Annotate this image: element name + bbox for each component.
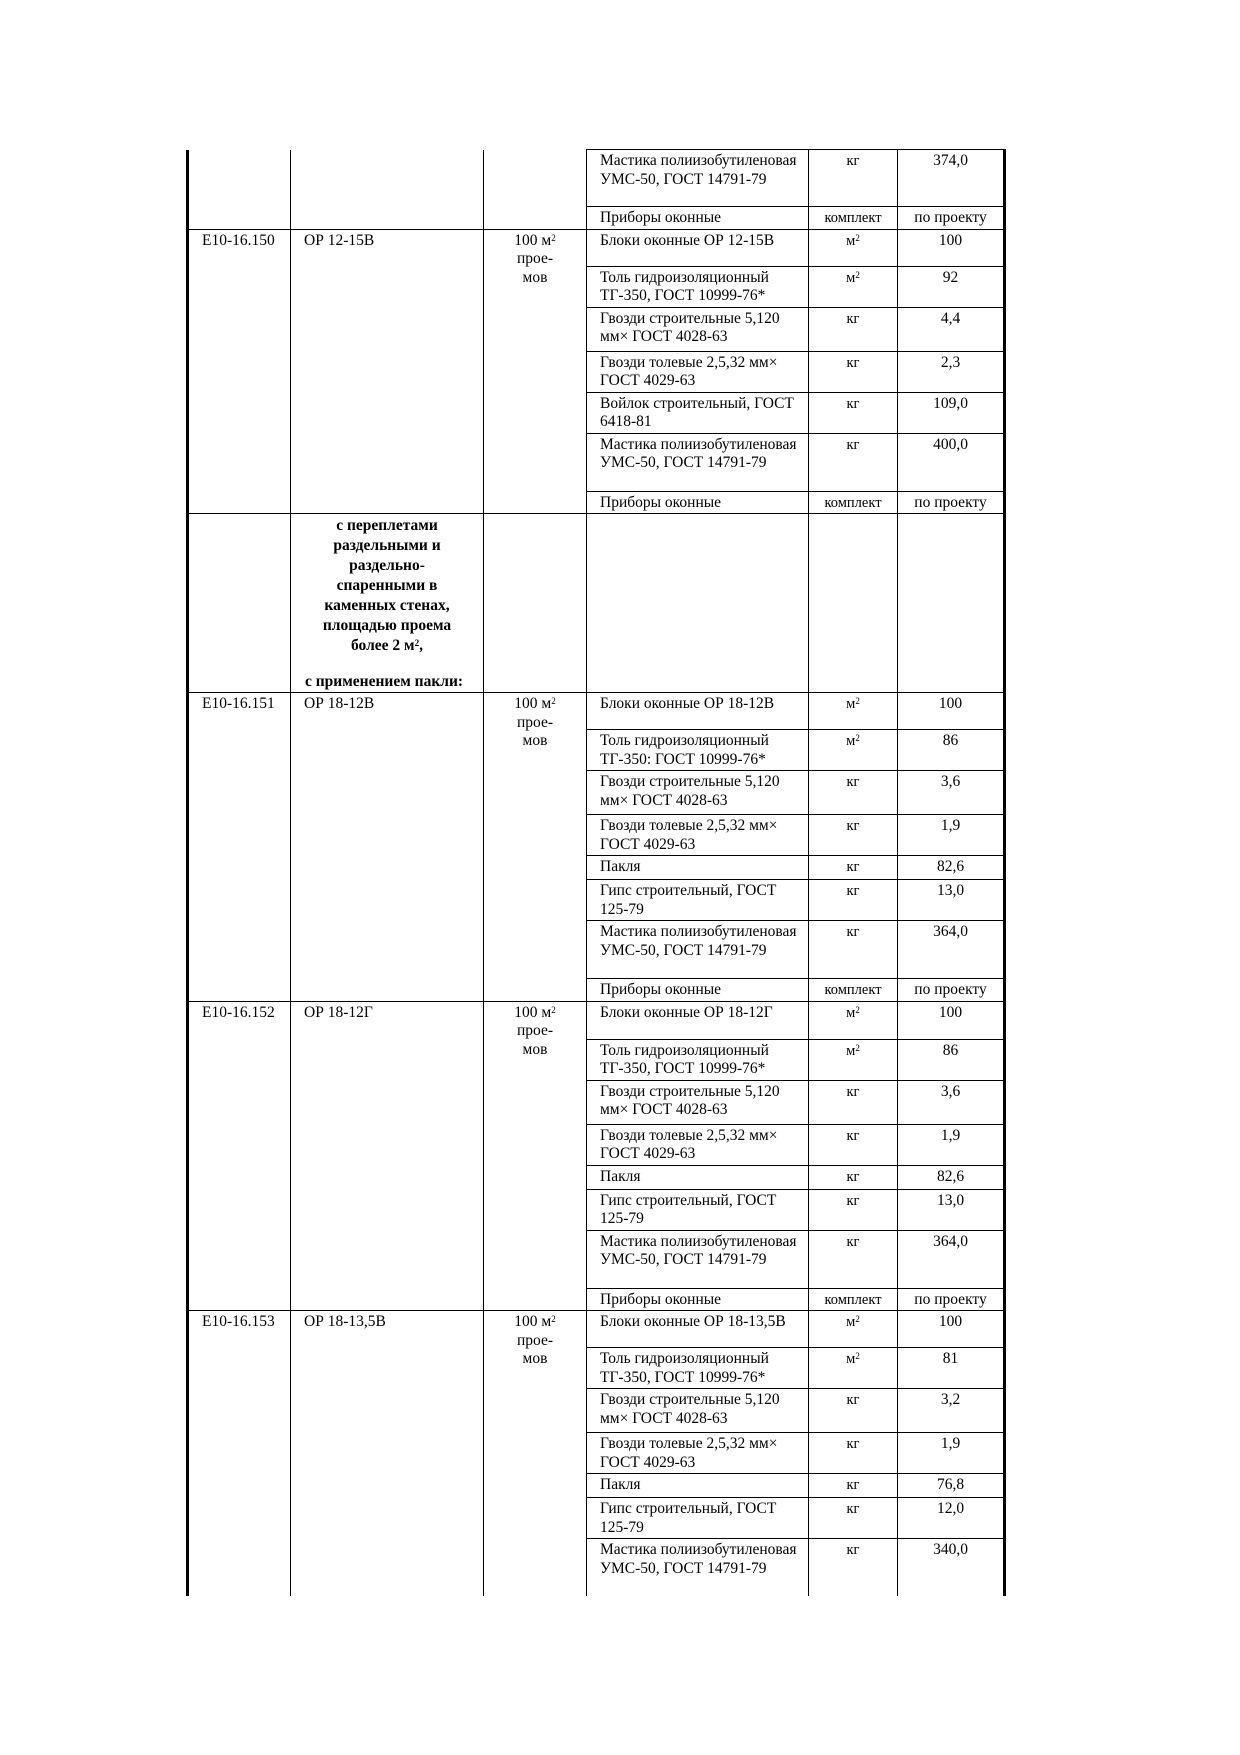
material-name: Гвозди строительные 5,120 мм× ГОСТ 4028-63 — [587, 771, 809, 815]
material-name: Гвозди толевые 2,5,32 мм× ГОСТ 4029-63 — [587, 351, 809, 392]
measure-line: мов — [522, 268, 548, 286]
material-quantity: 13,0 — [898, 880, 1005, 921]
material-quantity: 400,0 — [898, 433, 1005, 491]
material-name: Гвозди строительные 5,120 мм× ГОСТ 4028-63 — [587, 1080, 809, 1124]
material-unit: кг — [809, 1124, 898, 1165]
material-quantity: по проекту — [898, 979, 1005, 1002]
material-quantity: 1,9 — [898, 1433, 1005, 1474]
empty-cell — [809, 514, 898, 693]
material-name: Гипс строительный, ГОСТ 125-79 — [587, 1498, 809, 1539]
material-quantity: 364,0 — [898, 1230, 1005, 1288]
material-quantity: по проекту — [898, 207, 1005, 230]
material-quantity: по проекту — [898, 1288, 1005, 1311]
material-quantity: 12,0 — [898, 1498, 1005, 1539]
material-name: Войлок строительный, ГОСТ 6418-81 — [587, 392, 809, 433]
norm-code — [188, 150, 291, 230]
material-name: Блоки оконные ОР 18-13,5В — [587, 1311, 809, 1348]
measure-line: 100 $м^2$ — [514, 1313, 556, 1330]
material-unit: кг — [809, 392, 898, 433]
norms-table — [186, 149, 1006, 1596]
material-unit: кг — [809, 880, 898, 921]
measure-line: мов — [522, 1350, 548, 1367]
material-quantity: 364,0 — [898, 921, 1005, 979]
material-unit: $м^2$ — [809, 693, 898, 730]
material-name: Приборы оконные — [587, 207, 809, 230]
material-quantity: 3,6 — [898, 1080, 1005, 1124]
section-heading — [291, 514, 484, 693]
material-name: Пакля — [587, 856, 809, 880]
material-quantity: 82,6 — [898, 856, 1005, 880]
empty-cell — [587, 514, 809, 693]
empty-cell — [484, 514, 587, 693]
measure-unit — [484, 1001, 587, 1311]
material-unit: кг — [809, 1498, 898, 1539]
material-name: Мастика полиизобутиленовая УМС-50, ГОСТ 14791-79 — [587, 1539, 809, 1596]
item-name: ОР 18-12В — [291, 693, 484, 1002]
material-name: Гвозди строительные 5,120 мм× ГОСТ 4028-63 — [587, 307, 809, 351]
material-unit: кг — [809, 433, 898, 491]
material-unit: $м^2$ — [809, 266, 898, 307]
material-quantity: 100 — [898, 229, 1005, 266]
material-unit: кг — [809, 856, 898, 880]
section-heading-row — [188, 514, 1005, 693]
norms-table-body — [188, 150, 1005, 1596]
material-quantity: 86 — [898, 1039, 1005, 1080]
material-unit: кг — [809, 921, 898, 979]
measure-line: прое- — [516, 1022, 554, 1039]
material-quantity: 76,8 — [898, 1474, 1005, 1498]
item-name: ОР 18-12Г — [291, 1001, 484, 1311]
material-name: Блоки оконные ОР 18-12Г — [587, 1001, 809, 1039]
measure-line: прое- — [516, 1331, 554, 1349]
measure-line: 100 $м^2$ — [514, 231, 556, 249]
material-name: Толь гидроизоляционный ТГ-350: ГОСТ 10999-76* — [587, 730, 809, 771]
material-unit: $м^2$ — [809, 1348, 898, 1389]
material-quantity: 100 — [898, 1001, 1005, 1039]
norm-code: Е10-16.150 — [188, 229, 291, 514]
measure-line: мов — [522, 732, 548, 749]
material-quantity: 340,0 — [898, 1539, 1005, 1596]
item-name — [291, 150, 484, 230]
material-unit: кг — [809, 1539, 898, 1596]
measure-line: мов — [522, 1040, 548, 1058]
material-quantity: 3,6 — [898, 771, 1005, 815]
material-name: Гвозди толевые 2,5,32 мм× ГОСТ 4029-63 — [587, 1433, 809, 1474]
material-quantity: 81 — [898, 1348, 1005, 1389]
measure-line: прое- — [516, 713, 554, 731]
measure-line: прое- — [516, 250, 554, 267]
material-name: Гипс строительный, ГОСТ 125-79 — [587, 1189, 809, 1230]
material-quantity: 92 — [898, 266, 1005, 307]
material-quantity: 2,3 — [898, 351, 1005, 392]
material-quantity: 100 — [898, 693, 1005, 730]
material-unit: $м^2$ — [809, 229, 898, 266]
material-quantity: 86 — [898, 730, 1005, 771]
material-quantity: 374,0 — [898, 150, 1005, 207]
material-name: Толь гидроизоляционный ТГ-350, ГОСТ 10999-76* — [587, 1348, 809, 1389]
material-name: Гвозди толевые 2,5,32 мм× ГОСТ 4029-63 — [587, 815, 809, 856]
table-row — [188, 150, 1005, 207]
material-unit: кг — [809, 815, 898, 856]
material-name: Приборы оконные — [587, 491, 809, 514]
material-name: Приборы оконные — [587, 979, 809, 1002]
norm-code: Е10-16.153 — [188, 1311, 291, 1596]
material-unit: кг — [809, 351, 898, 392]
material-unit: кг — [809, 150, 898, 207]
material-unit: комплект — [809, 207, 898, 230]
empty-cell — [898, 514, 1005, 693]
material-unit: $м^2$ — [809, 1311, 898, 1348]
material-name: Гвозди толевые 2,5,32 мм× ГОСТ 4029-63 — [587, 1124, 809, 1165]
material-unit: кг — [809, 307, 898, 351]
material-unit: $м^2$ — [809, 1039, 898, 1080]
measure-line: 100 $м^2$ — [514, 1003, 556, 1021]
table-row — [188, 1311, 1005, 1348]
material-unit: кг — [809, 771, 898, 815]
material-name: Мастика полиизобутиленовая УМС-50, ГОСТ 14791-79 — [587, 150, 809, 207]
material-unit: комплект — [809, 979, 898, 1002]
measure-unit — [484, 229, 587, 514]
material-name: Толь гидроизоляционный ТГ-350, ГОСТ 10999-76* — [587, 266, 809, 307]
material-name: Мастика полиизобутиленовая УМС-50, ГОСТ 14791-79 — [587, 921, 809, 979]
material-unit: кг — [809, 1230, 898, 1288]
measure-unit — [484, 693, 587, 1002]
empty-cell — [188, 514, 291, 693]
material-name: Толь гидроизоляционный ТГ-350, ГОСТ 10999-76* — [587, 1039, 809, 1080]
material-name: Гвозди строительные 5,120 мм× ГОСТ 4028-63 — [587, 1389, 809, 1433]
material-name: Пакля — [587, 1474, 809, 1498]
material-unit: кг — [809, 1433, 898, 1474]
material-quantity: 3,2 — [898, 1389, 1005, 1433]
material-unit: комплект — [809, 1288, 898, 1311]
item-name: ОР 12-15В — [291, 229, 484, 514]
material-name: Приборы оконные — [587, 1288, 809, 1311]
material-unit: кг — [809, 1389, 898, 1433]
material-unit: кг — [809, 1474, 898, 1498]
material-unit: кг — [809, 1165, 898, 1189]
material-unit: $м^2$ — [809, 1001, 898, 1039]
measure-unit — [484, 150, 587, 230]
material-name: Пакля — [587, 1165, 809, 1189]
material-quantity: 82,6 — [898, 1165, 1005, 1189]
material-quantity: 1,9 — [898, 1124, 1005, 1165]
table-row — [188, 1001, 1005, 1039]
material-name: Блоки оконные ОР 18-12В — [587, 693, 809, 730]
section-heading-subtext: с применением пакли: — [305, 673, 464, 690]
norms-document — [186, 149, 1003, 1596]
material-quantity: 100 — [898, 1311, 1005, 1348]
material-unit: кг — [809, 1080, 898, 1124]
material-name: Гипс строительный, ГОСТ 125-79 — [587, 880, 809, 921]
material-name: Мастика полиизобутиленовая УМС-50, ГОСТ 14791-79 — [587, 1230, 809, 1288]
material-unit: $м^2$ — [809, 730, 898, 771]
material-unit: комплект — [809, 491, 898, 514]
material-quantity: 1,9 — [898, 815, 1005, 856]
norm-code: Е10-16.151 — [188, 693, 291, 1002]
material-name: Мастика полиизобутиленовая УМС-50, ГОСТ 14791-79 — [587, 433, 809, 491]
material-quantity: 109,0 — [898, 392, 1005, 433]
material-quantity: 4,4 — [898, 307, 1005, 351]
norm-code: Е10-16.152 — [188, 1001, 291, 1311]
table-row — [188, 229, 1005, 266]
material-unit: кг — [809, 1189, 898, 1230]
item-name: ОР 18-13,5В — [291, 1311, 484, 1596]
measure-line: 100 $м^2$ — [514, 695, 556, 712]
material-name: Блоки оконные ОР 12-15В — [587, 229, 809, 266]
material-quantity: 13,0 — [898, 1189, 1005, 1230]
material-quantity: по проекту — [898, 491, 1005, 514]
table-row — [188, 693, 1005, 730]
section-heading-text: с переплетами раздельными и раздельно-спаренными в каменных стенах, площадью проема более 2 $м^2$, — [322, 517, 452, 654]
measure-unit — [484, 1311, 587, 1596]
